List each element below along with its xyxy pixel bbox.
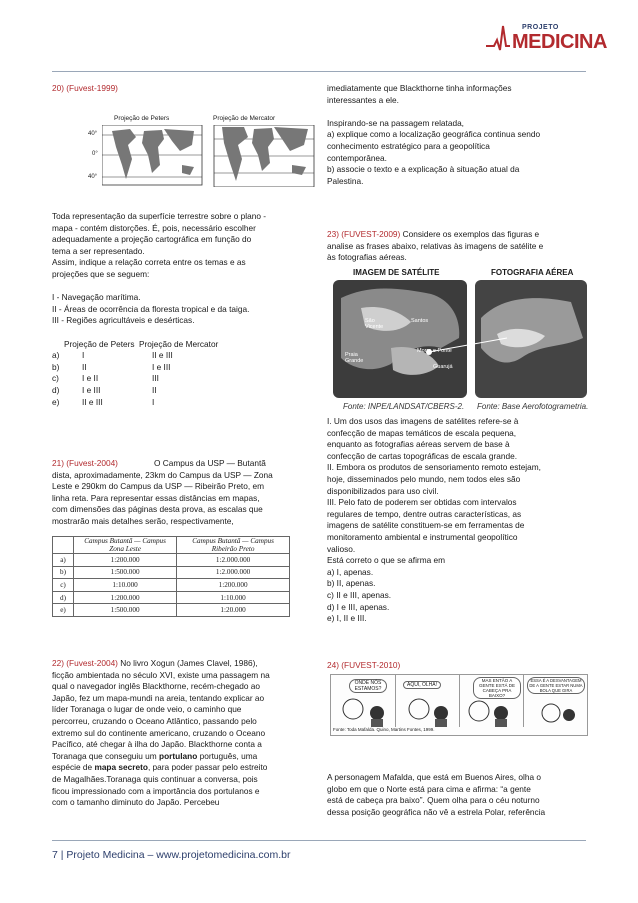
text-line: às fotografias aéreas. bbox=[327, 252, 407, 263]
text-span: , para poder passar pelo estreito bbox=[147, 762, 268, 773]
table-header: Campus Butantã — Campus Ribeirão Preto bbox=[177, 537, 290, 554]
option-b: II bbox=[152, 384, 157, 395]
text-line: imediatamente que Blackthorne tinha informações bbox=[327, 83, 512, 93]
text-line: Palestina. bbox=[327, 175, 364, 186]
mafalda-globe-drawing bbox=[401, 695, 455, 727]
world-maps-graphic bbox=[102, 125, 318, 187]
comic-panel bbox=[395, 675, 460, 727]
text-line: I - Navegação marítima. bbox=[52, 292, 141, 303]
text-line: conhecimento estratégico para a geopolítica bbox=[327, 140, 490, 151]
aerial-title: FOTOGRAFIA AÉREA bbox=[491, 268, 574, 277]
q20-label-peters: Projeção de Peters bbox=[114, 115, 170, 122]
brand-big: MEDICINA bbox=[512, 31, 607, 53]
text-line: b) II, apenas. bbox=[327, 578, 376, 589]
cell: 1:200.000 bbox=[177, 579, 290, 592]
text-line: regulares de tempo, dentre outras características, as bbox=[327, 508, 522, 519]
q23-figure bbox=[331, 266, 589, 412]
cell: c) bbox=[53, 579, 74, 592]
text-line: disponibilizados para uso civil. bbox=[327, 485, 439, 496]
text-line: com dimensões das páginas desta prova, as escalas que bbox=[52, 504, 263, 515]
brand-small: PROJETO bbox=[522, 24, 559, 31]
option-a: I e II bbox=[82, 373, 99, 384]
lat-label: 0° bbox=[92, 151, 98, 157]
option-b: I e III bbox=[152, 361, 171, 372]
q20-options-header bbox=[52, 339, 314, 351]
cell: b) bbox=[53, 566, 74, 579]
option-a: II bbox=[82, 361, 87, 372]
q22-block bbox=[52, 658, 314, 809]
q23-intro bbox=[327, 229, 589, 264]
comic-credit: Fonte: Toda Mafalda. Quino, Martins Fontes, 1999. bbox=[333, 727, 435, 732]
q20-option bbox=[52, 373, 314, 385]
option-a: I bbox=[82, 350, 85, 361]
text-line: linha reta. Para representar essas distâncias em mapas, bbox=[52, 492, 260, 503]
option-b: I bbox=[152, 396, 155, 407]
text-line: globo em que o Norte está para cima e afirma: “a gente bbox=[327, 783, 531, 794]
text-line: mostrarão mais detalhes serão, respectivamente, bbox=[52, 515, 234, 526]
cell: 1:10.000 bbox=[74, 579, 177, 592]
q20-option bbox=[52, 362, 314, 374]
col-header: Projeção de Peters bbox=[64, 338, 135, 349]
option-letter: c) bbox=[52, 373, 59, 384]
text-line: a) I, apenas. bbox=[327, 566, 374, 577]
text-line: interessantes a ele. bbox=[327, 94, 399, 105]
map-label: Guarujá bbox=[433, 364, 453, 370]
satellite-aerial-images bbox=[331, 278, 589, 400]
table-row bbox=[53, 579, 290, 592]
q24-body bbox=[327, 772, 589, 818]
cell: d) bbox=[53, 591, 74, 604]
cell: 1:200.000 bbox=[74, 554, 177, 567]
cell: 1:500.000 bbox=[74, 566, 177, 579]
text-line: extremo sul do continente americano, cruzando o Oceano bbox=[52, 727, 266, 738]
cell: 1:20.000 bbox=[177, 604, 290, 617]
text-line: I. Um dos usos das imagens de satélites refere-se à bbox=[327, 416, 519, 426]
q20-option bbox=[52, 385, 314, 397]
option-letter: d) bbox=[52, 384, 60, 395]
q21-scale-table bbox=[52, 536, 290, 617]
text-line: tema a ser representado. bbox=[52, 245, 145, 256]
satellite-source: Fonte: INPE/LANDSAT/CBERS-2. bbox=[343, 402, 465, 411]
text-line: contemporânea. bbox=[327, 152, 387, 163]
q23-first-line bbox=[327, 229, 589, 241]
text-line: Inspirando-se na passagem relatada, bbox=[327, 117, 464, 128]
text-span: português, uma bbox=[197, 750, 258, 761]
text-line: com o tamanho diminuto do Japão. Percebeu bbox=[52, 797, 220, 808]
text-line: confecção de cartas topográficas de escala grande. bbox=[327, 450, 518, 461]
cell: a) bbox=[53, 554, 74, 567]
q22-continuation bbox=[327, 83, 589, 187]
q21-header: 21) (Fuvest-2004) bbox=[52, 458, 118, 468]
q20-body bbox=[52, 211, 314, 408]
q20-label-mercator: Projeção de Mercator bbox=[213, 115, 276, 122]
text-line: confecção de mapas temáticos de escala pequena, bbox=[327, 427, 517, 438]
text-line: está de cabeça pra baixo”. Quem olha para o céu noturno bbox=[327, 795, 540, 806]
option-letter: e) bbox=[52, 396, 60, 407]
q23-header: 23) (FUVEST-2009) bbox=[327, 229, 401, 239]
text-line: analise as frases abaixo, relativas às imagens de satélite e bbox=[327, 240, 544, 251]
q21-first-line bbox=[52, 458, 314, 470]
text-line: II. Embora os produtos de sensoriamento remoto estejam, bbox=[327, 462, 541, 473]
aerial-source: Fonte: Base Aerofotogrametria. bbox=[477, 402, 589, 411]
text-line: III - Regiões agricultáveis e desérticas. bbox=[52, 315, 195, 326]
comic-panel bbox=[459, 675, 524, 727]
text-line: Pacífico, até chegar à ilha do Japão. Blackthorne conta a bbox=[52, 739, 262, 750]
option-a: I e III bbox=[82, 384, 101, 395]
map-label: São Vicente bbox=[365, 318, 384, 330]
text-line: Considere os exemplos das figuras e bbox=[400, 229, 540, 239]
speech-balloon: ONDE NÓS ESTAMOS? bbox=[349, 679, 387, 693]
text-line bbox=[52, 762, 314, 774]
q22-first-line bbox=[52, 658, 314, 670]
text-span: espécie de bbox=[52, 762, 95, 773]
footer-text: 7 | Projeto Medicina – www.projetomedicina.com.br bbox=[52, 849, 291, 861]
text-line: III. Pelo fato de poderem ser obtidas com intervalos bbox=[327, 497, 517, 508]
text-line: imagens de satélite constituem-se em ferramentas de bbox=[327, 520, 525, 531]
cell: 1:2.000.000 bbox=[177, 566, 290, 579]
bold-term: portulano bbox=[159, 750, 198, 761]
option-b: III bbox=[152, 373, 159, 384]
text-line: c) II e III, apenas. bbox=[327, 589, 392, 600]
table-row bbox=[53, 604, 290, 617]
text-line: percorreu, cruzando o Oceano Atlântico, passando pelo bbox=[52, 715, 257, 726]
map-label: Praia Grande bbox=[345, 352, 364, 364]
cell: 1:200.000 bbox=[74, 591, 177, 604]
cell: 1:2.000.000 bbox=[177, 554, 290, 567]
cell: e) bbox=[53, 604, 74, 617]
cell: 1:500.000 bbox=[74, 604, 177, 617]
text-line: Leste e 290km do Campus da USP — Ribeirão Preto, em bbox=[52, 481, 264, 492]
mafalda-comic bbox=[330, 674, 588, 736]
q22-header: 22) (Fuvest-2004) bbox=[52, 658, 118, 668]
text-line: valioso. bbox=[327, 543, 356, 554]
option-letter: a) bbox=[52, 350, 60, 361]
q20-option bbox=[52, 350, 314, 362]
text-line: O Campus da USP — Butantã bbox=[153, 458, 266, 468]
speech-balloon: ESSA É A DESVANTAGEM DE A GENTE ESTAR NUMA BOLA QUE GIRA bbox=[527, 677, 585, 694]
comic-panel bbox=[523, 675, 587, 727]
option-a: II e III bbox=[82, 396, 103, 407]
header-rule bbox=[52, 71, 586, 72]
table-row bbox=[53, 591, 290, 604]
text-line: b) associe o texto e a explicação à situação atual da bbox=[327, 164, 520, 175]
lat-label: 40° bbox=[88, 131, 98, 137]
text-line: enquanto as fotografias aéreas servem de base à bbox=[327, 439, 510, 450]
speech-balloon: MAS ENTÃO A GENTE ESTÁ DE CABEÇA PRA BAIXO? bbox=[473, 677, 521, 699]
text-line bbox=[52, 751, 314, 763]
text-line: dessa posição geográfica não vê a estrela Polar, referência bbox=[327, 806, 546, 817]
cell: 1:10.000 bbox=[177, 591, 290, 604]
table-row bbox=[53, 554, 290, 567]
text-line: A personagem Mafalda, que está em Buenos Aires, olha o bbox=[327, 772, 542, 782]
satellite-title: IMAGEM DE SATÉLITE bbox=[353, 268, 440, 277]
col-header: Projeção de Mercator bbox=[139, 338, 219, 349]
text-line: Assim, indique a relação correta entre os temas e as bbox=[52, 257, 246, 268]
q20-option bbox=[52, 397, 314, 409]
text-line: Toda representação da superfície terrestre sobre o plano - bbox=[52, 211, 266, 221]
text-line: hoje, disseminados pelo mundo, nem todos eles são bbox=[327, 473, 521, 484]
table-header: Campus Butantã — Campus Zona Leste bbox=[74, 537, 177, 554]
text-line: monitoramento ambiental e instrumental geopolítico bbox=[327, 531, 518, 542]
mafalda-globe-drawing bbox=[337, 695, 391, 727]
text-line: adequadamente a projeção cartográfica em função do bbox=[52, 234, 252, 245]
map-label: Morro e Ponte bbox=[417, 348, 452, 354]
q23-body bbox=[327, 416, 589, 625]
text-line: Japão, fez um mapa-mundi na areia, tentando explicar ao bbox=[52, 692, 265, 703]
text-line: e) I, II e III. bbox=[327, 613, 367, 624]
lat-label: 40° bbox=[88, 174, 98, 180]
text-line: a) explique como a localização geográfica continua sendo bbox=[327, 129, 541, 140]
text-line: mapa - contém distorções. É, pois, necessário escolher bbox=[52, 222, 256, 233]
text-line: ficção ambientada no século XVI, existe uma passagem na bbox=[52, 669, 270, 680]
q21-block bbox=[52, 458, 314, 528]
text-line: de Magalhães.Toranaga quis continuar a conversa, pois bbox=[52, 773, 258, 784]
q20-projection-figure bbox=[88, 115, 318, 187]
brand-logo bbox=[486, 22, 607, 56]
comic-panel bbox=[331, 675, 396, 727]
option-b: II e III bbox=[152, 350, 173, 361]
speech-balloon: AQUI, OLHA! bbox=[403, 681, 441, 689]
map-label: Santos bbox=[411, 318, 429, 324]
text-line: líder Toranaga o lugar de onde veio, o caminho que bbox=[52, 704, 242, 715]
table-row bbox=[53, 566, 290, 579]
footer-rule bbox=[52, 840, 586, 841]
text-line: d) I e III, apenas. bbox=[327, 601, 390, 612]
mafalda-globe-drawing bbox=[465, 697, 519, 727]
text-line: II - Áreas de ocorrência da floresta tropical e da taiga. bbox=[52, 303, 250, 314]
mafalda-globe-drawing bbox=[529, 701, 583, 727]
text-line: Está correto o que se afirma em bbox=[327, 555, 446, 566]
q20-header: 20) (Fuvest-1999) bbox=[52, 83, 118, 93]
text-line: projeções que se seguem: bbox=[52, 268, 150, 279]
text-line: No livro Xogun (James Clavel, 1986), bbox=[117, 658, 258, 668]
text-line: dista, aproximadamente, 23km do Campus da USP — Zona bbox=[52, 469, 273, 480]
q24-header: 24) (FUVEST-2010) bbox=[327, 660, 401, 670]
option-letter: b) bbox=[52, 361, 60, 372]
bold-term: mapa secreto bbox=[94, 762, 148, 773]
text-span: Toranaga que conseguiu um bbox=[52, 750, 160, 761]
text-line: ficou impressionado com a importância dos portulanos e bbox=[52, 785, 260, 796]
text-line: qual o navegador inglês Blackthorne, recém-chegado ao bbox=[52, 681, 261, 692]
